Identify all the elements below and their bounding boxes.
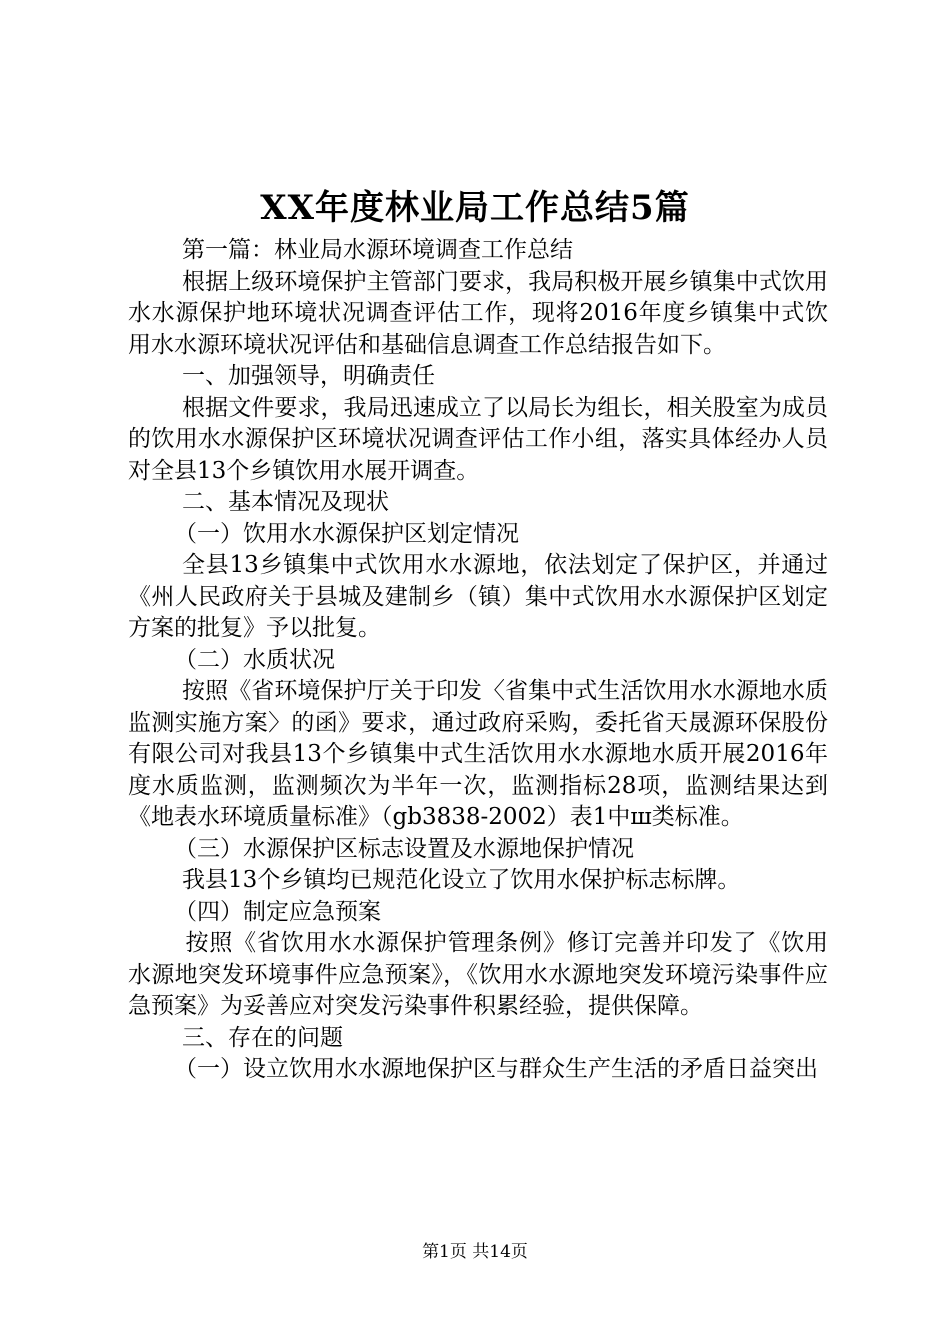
subheading-water-quality: （二）水质状况: [174, 646, 335, 673]
document-title: XX年度林业局工作总结5篇: [260, 188, 690, 228]
document-body: [128, 235, 828, 1086]
page-footer: 第1页 共14页: [422, 1242, 528, 1262]
subheading-signage: （三）水源保护区标志设置及水源地保护情况: [174, 835, 634, 862]
paragraph-signage: 我县13个乡镇均已规范化设立了饮用水保护标志标牌。: [182, 867, 741, 893]
subheading-conflict: （一）设立饮用水水源地保护区与群众生产生活的矛盾日益突出: [174, 1056, 818, 1082]
heading-leadership: 一、加强领导，明确责任: [182, 363, 436, 389]
subheading-emergency-plan: （四）制定应急预案: [174, 898, 381, 925]
paragraph-emergency-plan: 按照《省饮用水水源保护管理条例》修订完善并印发了《饮用水源地突发环境事件应急预案》，《饮用水水源地突发环境污染事件应急预案》为妥善应对突发污染事件积累经验，提供保障。: [128, 930, 828, 1019]
heading-problems: 三、存在的问题: [182, 1024, 344, 1051]
paragraph-leadership: 根据文件要求，我局迅速成立了以局长为组长，相关股室为成员的饮用水水源保护区环境状况调查评估工作小组，落实具体经办人员对全县13个乡镇饮用水展开调查。: [128, 394, 828, 484]
heading-basic-situation: 二、基本情况及现状: [182, 489, 390, 515]
section-heading-part-one: 第一篇：林业局水源环境调查工作总结: [182, 237, 574, 263]
paragraph-zoning: 全县13乡镇集中式饮用水水源地，依法划定了保护区，并通过《州人民政府关于县城及建制乡（镇）集中式饮用水水源保护区划定方案的批复》予以批复。: [128, 552, 828, 641]
subheading-zoning: （一）饮用水水源保护区划定情况: [174, 520, 519, 547]
paragraph-intro: 根据上级环境保护主管部门要求，我局积极开展乡镇集中式饮用水水源保护地环境状况调查评估工作，现将2016年度乡镇集中式饮用水水源环境状况评估和基础信息调查工作总结报告如下。: [128, 268, 828, 358]
paragraph-water-quality: 按照《省环境保护厅关于印发〈省集中式生活饮用水水源地水质监测实施方案〉的函》要求，通过政府采购，委托省天晟源环保股份有限公司对我县13个乡镇集中式生活饮用水水源地水质开展2016年度水质监测，监测频次为半年一次，监测指标28项，监测结果达到《地表水环境质量标准》（gb3838-2002）表1中ш类标准。: [128, 678, 828, 830]
